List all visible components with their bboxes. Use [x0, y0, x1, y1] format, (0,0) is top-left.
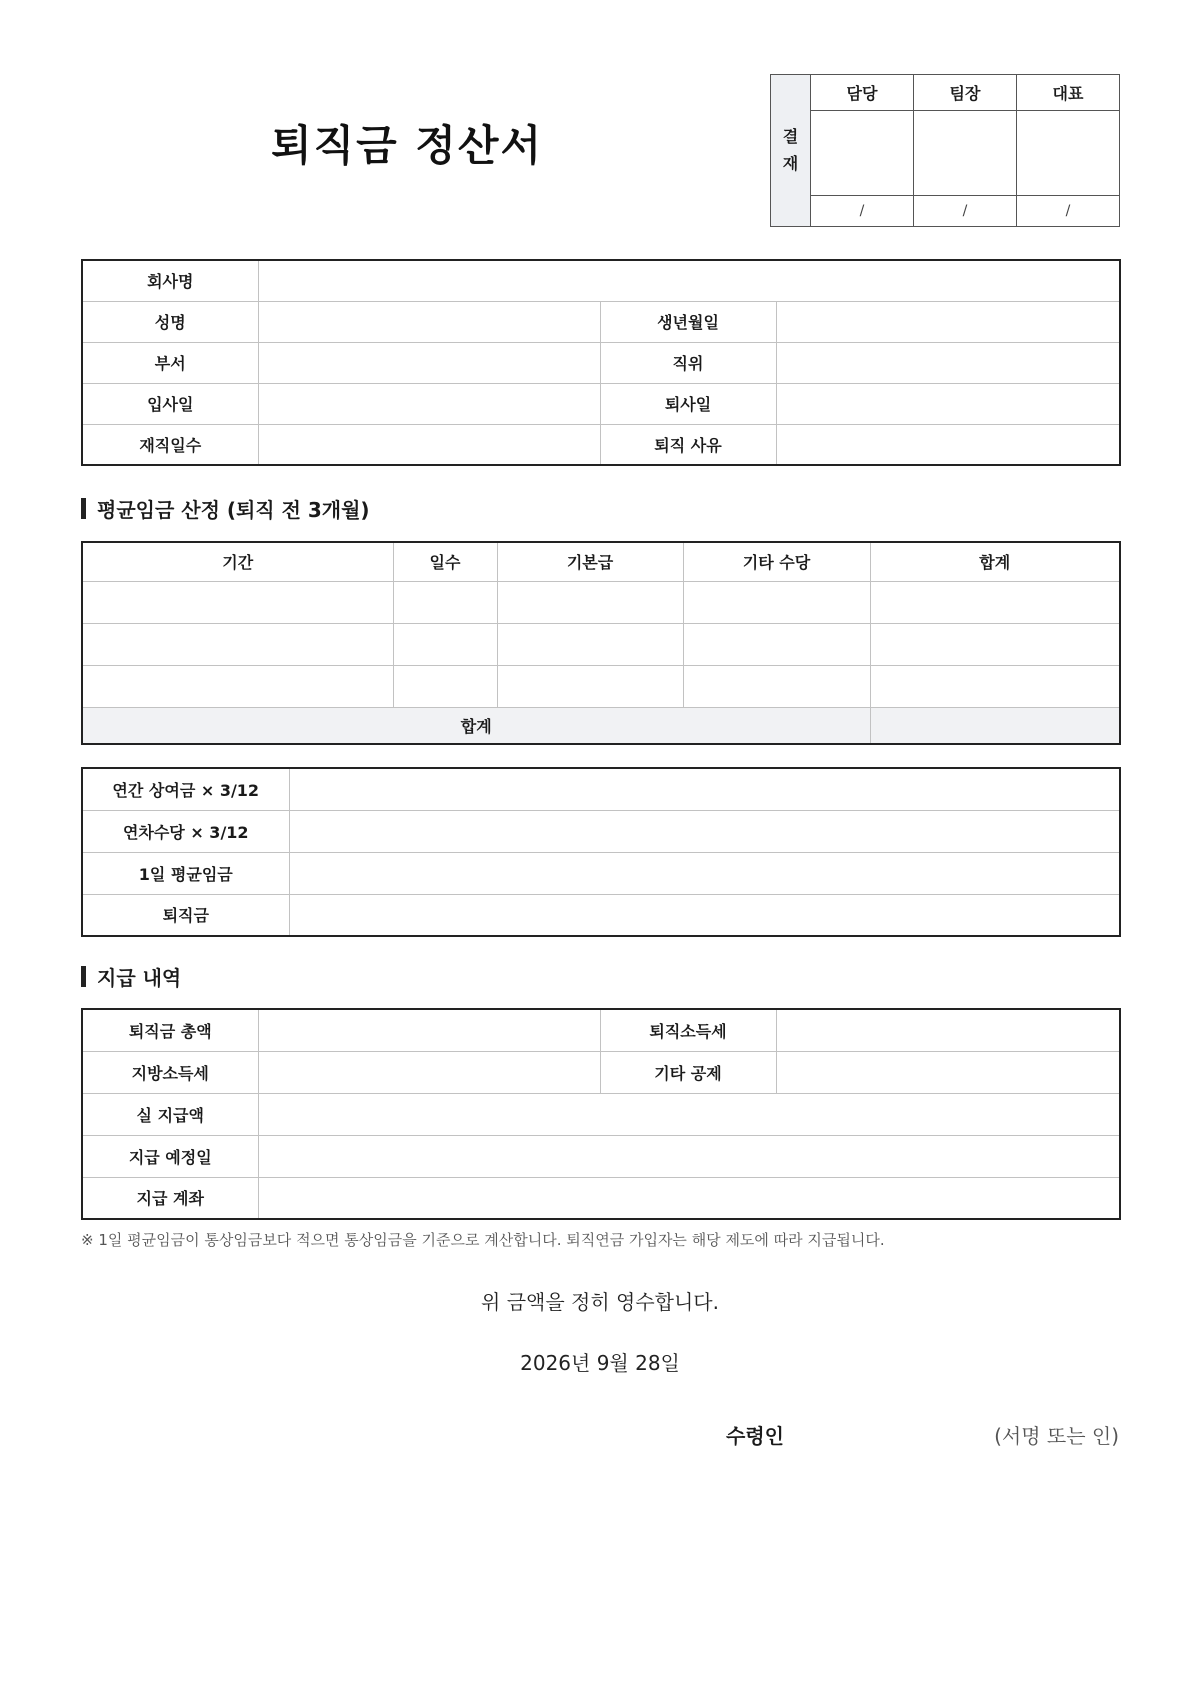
other-allowance-cell: [683, 623, 870, 665]
period-cell: [82, 581, 393, 623]
base-pay-cell: [497, 623, 683, 665]
payment-table: [81, 1008, 1121, 1220]
approval-label-cell: [771, 75, 811, 227]
calculation-table: [81, 767, 1121, 937]
subtotal-cell: [870, 623, 1120, 665]
approval-column-staff: 담당: [811, 75, 914, 111]
table-row: [82, 768, 1120, 810]
name-field: [258, 301, 600, 342]
resignation-reason-label: 퇴직 사유: [600, 424, 776, 465]
approval-label: 결재: [782, 127, 799, 173]
receipt-statement: 위 금액을 정히 영수합니다.: [481, 1290, 719, 1314]
section-title: 지급 내역: [97, 965, 182, 990]
service-days-field: [258, 424, 600, 465]
approval-sign-team-lead: [914, 111, 1017, 196]
annual-bonus-field: [289, 768, 1120, 810]
resignation-reason-field: [776, 424, 1120, 465]
table-row: [82, 383, 1120, 424]
approval-column-ceo: 대표: [1017, 75, 1120, 111]
net-payment-label: 실 지급액: [82, 1093, 258, 1135]
service-days-label: 재직일수: [82, 424, 258, 465]
subtotal-cell: [870, 665, 1120, 707]
section-title: 평균임금 산정 (퇴직 전 3개월): [97, 497, 370, 522]
severance-pay-label: 퇴직금: [82, 894, 289, 936]
other-allowance-cell: [683, 581, 870, 623]
section-marker: [81, 966, 86, 987]
column-header-days: 일수: [393, 542, 497, 581]
signature-hint: (서명 또는 인): [994, 1424, 1119, 1448]
period-cell: [82, 623, 393, 665]
other-deduction-field: [776, 1051, 1120, 1093]
local-income-tax-field: [258, 1051, 600, 1093]
table-row: [82, 1009, 1120, 1051]
average-wage-heading: [81, 494, 370, 522]
recipient-label: 수령인: [726, 1424, 784, 1448]
company-name-field: [258, 260, 1120, 301]
approval-date-ceo: /: [1017, 196, 1120, 227]
section-marker: [81, 498, 86, 519]
resignation-date-field: [776, 383, 1120, 424]
department-field: [258, 342, 600, 383]
hire-date-field: [258, 383, 600, 424]
daily-average-wage-field: [289, 852, 1120, 894]
average-wage-table: [81, 541, 1121, 745]
days-cell: [393, 623, 497, 665]
net-payment-field: [258, 1093, 1120, 1135]
approval-sign-staff: [811, 111, 914, 196]
hire-date-label: 입사일: [82, 383, 258, 424]
table-row: [82, 852, 1120, 894]
subtotal-cell: [870, 581, 1120, 623]
column-header-period: 기간: [82, 542, 393, 581]
table-row: [82, 301, 1120, 342]
table-row: [82, 260, 1120, 301]
other-allowance-cell: [683, 665, 870, 707]
table-row: [82, 1051, 1120, 1093]
birth-date-field: [776, 301, 1120, 342]
table-header-row: [82, 542, 1120, 581]
total-label: 합계: [82, 707, 870, 744]
severance-pay-field: [289, 894, 1120, 936]
approval-date-staff: /: [811, 196, 914, 227]
table-row: [82, 1093, 1120, 1135]
daily-average-wage-label: 1일 평균임금: [82, 852, 289, 894]
approval-date-team-lead: /: [914, 196, 1017, 227]
table-row: [82, 342, 1120, 383]
department-label: 부서: [82, 342, 258, 383]
total-row: [82, 707, 1120, 744]
approval-sign-ceo: [1017, 111, 1120, 196]
scheduled-pay-date-field: [258, 1135, 1120, 1177]
table-row: [82, 810, 1120, 852]
retirement-income-tax-label: 퇴직소득세: [600, 1009, 776, 1051]
document-title: 퇴직금 정산서: [270, 121, 544, 170]
position-field: [776, 342, 1120, 383]
name-label: 성명: [82, 301, 258, 342]
approval-box: [770, 74, 1120, 227]
column-header-subtotal: 합계: [870, 542, 1120, 581]
scheduled-pay-date-label: 지급 예정일: [82, 1135, 258, 1177]
table-row: [82, 1135, 1120, 1177]
table-row: [82, 894, 1120, 936]
column-header-other-allowance: 기타 수당: [683, 542, 870, 581]
period-cell: [82, 665, 393, 707]
annual-leave-pay-label: 연차수당 × 3/12: [82, 810, 289, 852]
resignation-date-label: 퇴사일: [600, 383, 776, 424]
days-cell: [393, 665, 497, 707]
severance-total-field: [258, 1009, 600, 1051]
other-deduction-label: 기타 공제: [600, 1051, 776, 1093]
annual-bonus-label: 연간 상여금 × 3/12: [82, 768, 289, 810]
retirement-income-tax-field: [776, 1009, 1120, 1051]
company-name-label: 회사명: [82, 260, 258, 301]
payment-account-field: [258, 1177, 1120, 1219]
payment-account-label: 지급 계좌: [82, 1177, 258, 1219]
footnote: ※ 1일 평균임금이 통상임금보다 적으면 통상임금을 기준으로 계산합니다. 퇴직연금 가입자는 해당 제도에 따라 지급됩니다.: [81, 1231, 885, 1249]
approval-column-team-lead: 팀장: [914, 75, 1017, 111]
table-row: [82, 424, 1120, 465]
employee-info-table: [81, 259, 1121, 466]
table-row: [82, 665, 1120, 707]
receipt-date: 2026년 9월 28일: [520, 1351, 680, 1375]
payment-details-heading: [81, 962, 181, 990]
base-pay-cell: [497, 581, 683, 623]
severance-total-label: 퇴직금 총액: [82, 1009, 258, 1051]
table-row: [82, 623, 1120, 665]
birth-date-label: 생년월일: [600, 301, 776, 342]
position-label: 직위: [600, 342, 776, 383]
base-pay-cell: [497, 665, 683, 707]
table-row: [82, 581, 1120, 623]
column-header-base-pay: 기본급: [497, 542, 683, 581]
total-value-cell: [870, 707, 1120, 744]
annual-leave-pay-field: [289, 810, 1120, 852]
days-cell: [393, 581, 497, 623]
table-row: [82, 1177, 1120, 1219]
local-income-tax-label: 지방소득세: [82, 1051, 258, 1093]
